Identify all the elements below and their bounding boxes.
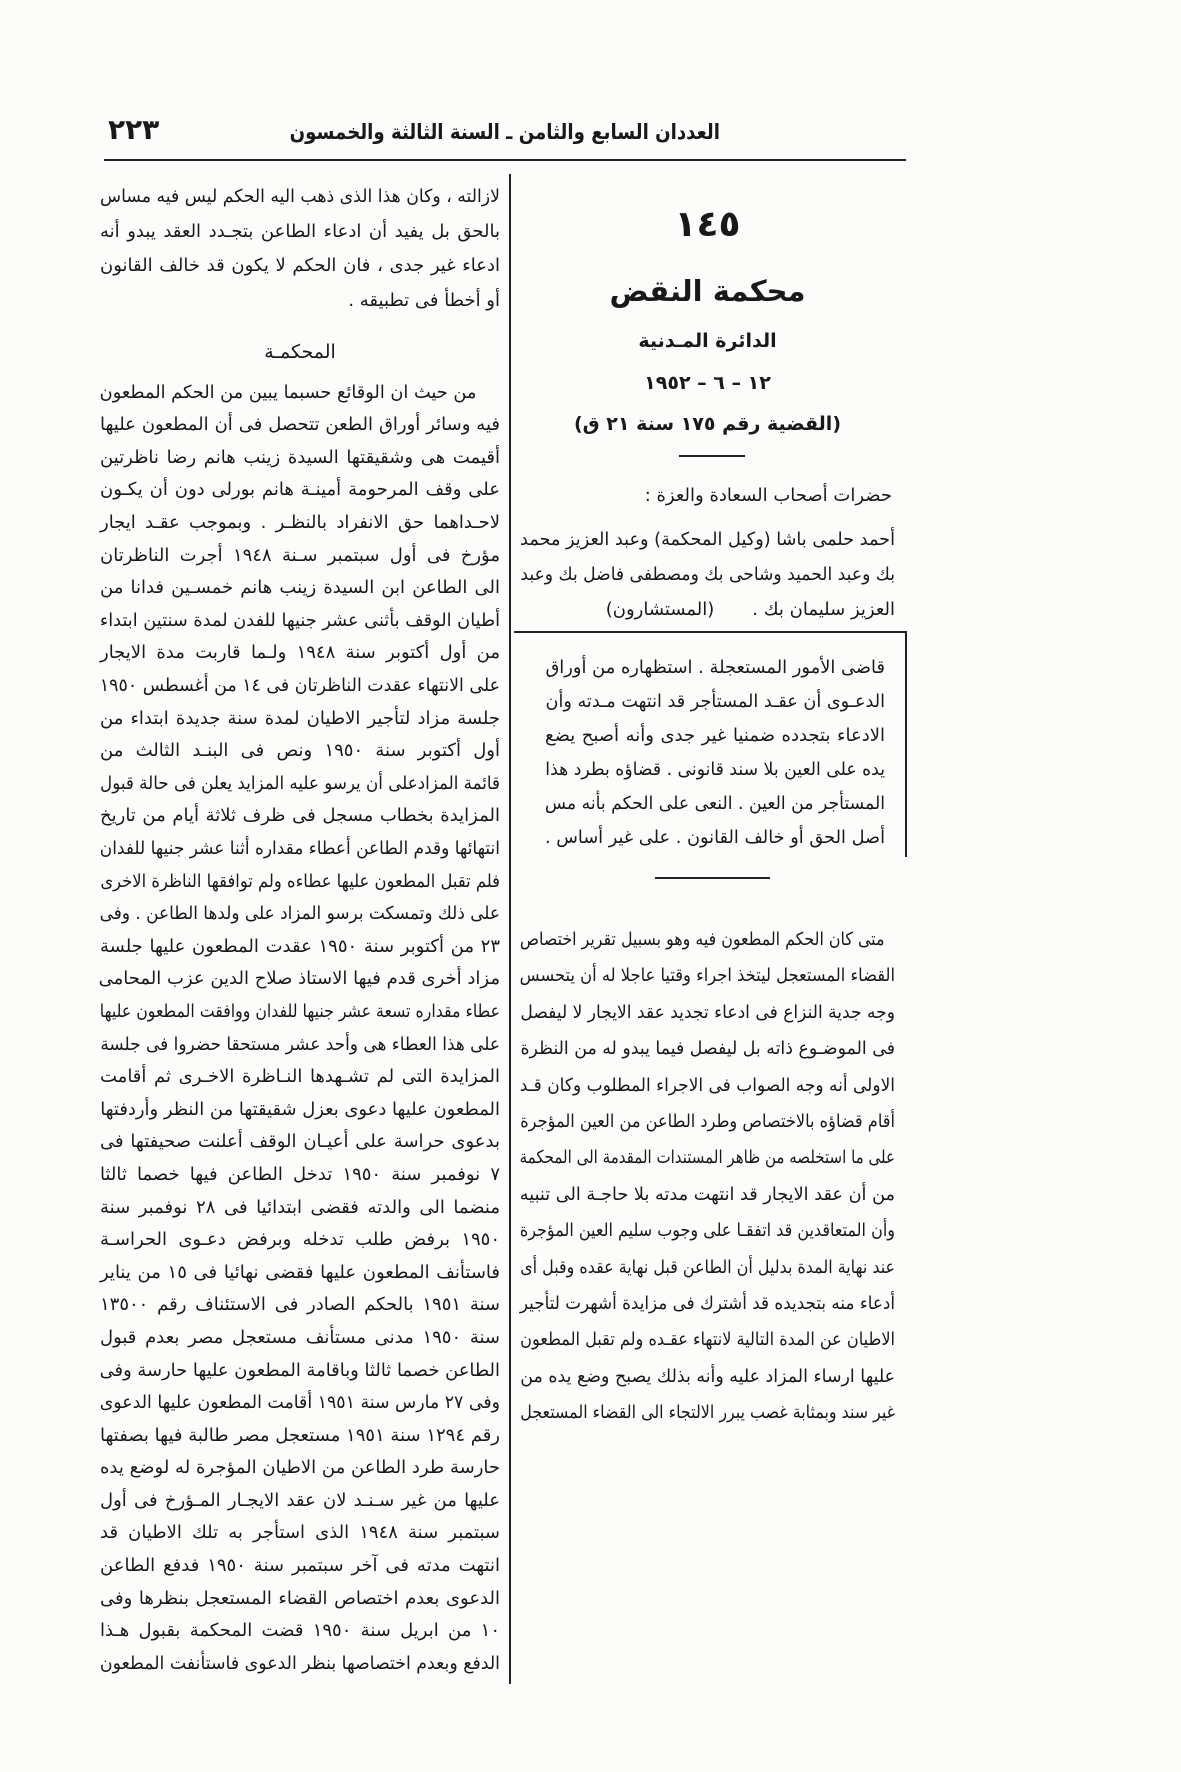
body-line: ٧ نوفمبر سنة ١٩٥٠ تدخل الطاعن فيها خصما ثالثا bbox=[100, 1163, 500, 1185]
principle-line: أدعاء منه بتجديده قد أشترك فى مزايدة أشهرت لتأجير bbox=[519, 1293, 895, 1315]
body-line: على وقف المرحومة أمينـة هانم بورلى دون أن يكـون bbox=[100, 479, 500, 501]
body-line: المزايدة بخطاب مسجل فى ظرف ثلاثة أيام من تاريخ bbox=[100, 805, 500, 827]
body-line: ادعاء غير جدى ، فان الحكم لا يكون قد خالف القانون bbox=[100, 255, 500, 276]
body-line: سنة ١٩٥١ بالحكم الصادر فى الاستئناف رقم ١٣٥٠٠ bbox=[100, 1294, 500, 1316]
body-line: ١٠ من ابريل سنة ١٩٥٠ قضت المحكمة بقبول هـذا bbox=[100, 1620, 501, 1642]
body-line: أول أكتوبر سنة ١٩٥٠ ونص فى البنـد الثالث من bbox=[100, 740, 500, 762]
body-line: سنة ١٩٥٠ مدنى مستأنف مستعجل مصر بعدم قبول bbox=[100, 1326, 500, 1348]
body-line: انتهت مدته فى آخر سبتمبر سنة ١٩٥٠ فدفع الطاعن bbox=[100, 1555, 500, 1577]
continued-paragraph bbox=[100, 180, 500, 318]
judges-line bbox=[520, 592, 895, 627]
body-line: ٢٣ من أكتوبر سنة ١٩٥٠ عقدت المطعون عليها جلسة bbox=[100, 935, 500, 957]
body-line: المزايدة التى لم تشـهدها النـاظرة الاخـرى ثم أقامت bbox=[100, 1066, 500, 1088]
summary-line: أصل الحق أو خالف القانون . على غير أساس . bbox=[544, 827, 885, 848]
judges-last-names: العزيز سليمان بك . bbox=[752, 599, 895, 620]
body-line: أقيمت هى وشقيقتها السيدة زينب هانم رضا ناظرتين bbox=[100, 446, 500, 468]
summary-line: المستأجر من العين . النعى على الحكم بأنه مس bbox=[544, 793, 885, 814]
principle-line: القضاء المستعجل ليتخذ اجراء وقتيا عاجلا له أن يتحسس bbox=[519, 965, 895, 987]
principle-line: وأن المتعاقدين قد اتفقـا على وجوب سليم العين المؤجرة bbox=[519, 1220, 895, 1242]
section-heading bbox=[100, 336, 500, 368]
body-line: جلسة مزاد لتأجير الاطيان لمدة سنة جديدة ابتداء من bbox=[100, 707, 500, 729]
body-line: بدعوى حراسة على أعيـان الوقف أعلنت صحيفتها فى bbox=[100, 1131, 500, 1153]
body-line: عليها من غير سـنـد لان عقد الايجـار المـؤرخ فى أول bbox=[100, 1489, 500, 1511]
principle-line: متى كان الحكم المطعون فيه وهو بسبيل تقرير اختصاص bbox=[519, 929, 885, 950]
judgment-body bbox=[100, 377, 500, 1681]
principle-line: من أن عقد الايجار قد انتهت مدته بلا حاجـة الى تنبيه bbox=[519, 1183, 895, 1205]
case-ref-rule bbox=[679, 455, 745, 457]
principle-line: عند نهاية المدة بدليل أن الطاعن قبل نهاية عقده وقبل أى bbox=[520, 1256, 895, 1278]
principle-line: غير سند وبمثابة غصب يبرر الالتجاء الى القضاء المستعجل bbox=[520, 1402, 895, 1424]
court-section-heading: المحكمـة bbox=[264, 341, 336, 363]
body-line: رقم ١٢٩٤ سنة ١٩٥١ مستعجل مصر طالبة فيها بصفتها bbox=[100, 1424, 501, 1446]
body-line: انتهائها وقدم الطاعن أعطاء مقداره أثنا عشر جنيها للفدان bbox=[99, 838, 500, 859]
body-line: من حيث ان الوقائع حسبما يبين من الحكم المطعون bbox=[99, 381, 477, 403]
header-rule bbox=[104, 159, 906, 161]
principle-line: على ما استخلصه من ظاهر المستندات المقدمة الى المحكمة bbox=[519, 1147, 895, 1169]
summary-line: الادعاء بتجدده ضمنيا غير جدى وأنه أصبح يضع bbox=[545, 725, 885, 746]
body-line: لاحـداهما حق الانفراد بالنظـر . وبموجب عقـد ايجار bbox=[100, 512, 500, 534]
principle-line: فى الموضـوع ذاته بل ليفصل فيما يبدو له من النظرة bbox=[520, 1038, 895, 1060]
body-line: الدفع وبعدم اختصاصها بنظر الدعوى فاستأنفت المطعون bbox=[99, 1652, 500, 1674]
body-line: لازالته ، وكان هذا الذى ذهب اليه الحكم ليس فيه مساس bbox=[100, 186, 500, 207]
column-divider bbox=[509, 174, 511, 1684]
body-line: حارسة طرد الطاعن من الاطيان المؤجرة له لوضع يده bbox=[100, 1457, 500, 1479]
body-line: قائمة المزادعلى أن يرسو عليه المزايد يعلن فى حالة قبول bbox=[100, 772, 501, 794]
judges-paragraph bbox=[520, 522, 895, 627]
summary-line: قاضى الأمور المستعجلة . استظهاره من أوراق bbox=[545, 657, 885, 678]
judges-line: بك وعبد الحميد وشاحى بك ومصطفى فاضل بك وعبد bbox=[520, 564, 895, 585]
body-line: على هذا العطاء هى وأحد عشر مستحقا حضروا فى جلسة bbox=[100, 1033, 500, 1055]
body-line: من أول أكتوبر سنة ١٩٤٨ ولـما قاربت مدة الايجار bbox=[100, 642, 500, 664]
summary-bracket-rule bbox=[905, 631, 907, 857]
body-line: عطاء مقداره تسعة عشر جنيها للفدان ووافقت المطعون عليها bbox=[99, 1000, 500, 1022]
body-line: الى الطاعن ابن السيدة زينب هانم خمسـين فدانا من bbox=[100, 577, 500, 599]
body-line: الدعوى بعدم اختصاص القضاء المستعجل بنظرها وفى bbox=[100, 1587, 500, 1609]
principle-line: عليها ارساء المزاد عليه وأنه بذلك يصبح وضع يده من bbox=[520, 1365, 895, 1387]
summary-rule bbox=[655, 877, 770, 879]
salutation bbox=[520, 479, 892, 513]
principle-line: أقام قضاؤه بالاختصاص وطرد الطاعن من العين المؤجرة bbox=[520, 1111, 895, 1133]
judges-role: (المستشارون) bbox=[605, 599, 715, 620]
body-line: بالحق بل يفيد أن ادعاء الطاعن بتجـدد العقد يبدو أنه bbox=[100, 220, 500, 242]
body-line: على الانتهاء عقدت الناظرتان فى ١٤ من أغسطس ١٩٥٠ bbox=[99, 675, 500, 697]
court-name: محكمة النقض bbox=[609, 274, 806, 308]
body-line: منضما الى والدته فقضى ابتدائيا فى ٢٨ نوفمبر سنة bbox=[100, 1196, 500, 1218]
page-number: ٢٢٣ bbox=[108, 113, 160, 146]
salutation-line: حضرات أصحاب السعادة والعزة : bbox=[644, 485, 892, 506]
judges-rule bbox=[514, 631, 906, 633]
body-line: مؤرخ فى أول سبتمبر سـنة ١٩٤٨ أجرت الناظرتان bbox=[100, 544, 500, 566]
body-line: على ذلك وتمسكت برسو المزاد على ولدها الطاعن . وفى bbox=[99, 903, 500, 925]
body-line: مزاد أخرى قدم فيها الاستاذ صلاح الدين عزب المحامى bbox=[98, 968, 500, 990]
body-line: فلم تقبل المطعون عليها عطاءه ولم توافقها الناظرة الاخرى bbox=[100, 870, 501, 892]
running-header-title: العددان السابع والثامن ـ السنة الثالثة والخمسون bbox=[289, 120, 720, 144]
body-line: سبتمبر سنة ١٩٤٨ الذى استأجر به تلك الاطيان قد bbox=[100, 1522, 500, 1544]
body-line: وفى ٢٧ مارس سنة ١٩٥١ أقامت المطعون عليها الدعوى bbox=[99, 1392, 500, 1414]
body-line: المطعون عليها دعوى بعزل شقيقتها من النظر وأردفتها bbox=[100, 1098, 501, 1120]
court-circuit: الدائرة المـدنية bbox=[638, 330, 777, 352]
judges-line: أحمد حلمى باشا (وكيل المحكمة) وعبد العزيز محمد bbox=[520, 529, 895, 550]
judgment-date: ١٢ – ٦ – ١٩٥٢ bbox=[644, 372, 771, 394]
body-line: أو أخطأ فى تطبيقه . bbox=[348, 289, 500, 311]
case-number: ١٤٥ bbox=[674, 204, 741, 245]
principle-line: الاولى أنه وجه الصواب فى الاجراء المطلوب وكان قـد bbox=[519, 1074, 895, 1096]
body-line: فيه وسائر أوراق الطعن تتحصل فى أن المطعون عليها bbox=[100, 414, 500, 436]
body-line: ١٩٥٠ برفض طلب تدخله وبرفض دعـوى الحراسـة bbox=[100, 1229, 500, 1251]
body-line: الطاعن خصما ثالثا وباقامة المطعون عليها حارسة وفى bbox=[99, 1359, 501, 1381]
principle-line: الاطيان عن المدة التالية لانتهاء عقـده ولم تقبل المطعون bbox=[520, 1329, 895, 1351]
headnote-summary bbox=[545, 651, 885, 855]
case-reference: (القضية رقم ١٧٥ سنة ٢١ ق) bbox=[573, 413, 841, 435]
body-line: أطيان الوقف بأثنى عشر جنيها للفدن لمدة سنتين ابتداء bbox=[99, 609, 500, 631]
legal-principle bbox=[520, 922, 895, 1432]
body-line: فاستأنف المطعون عليها فقضى نهائيا فى ١٥ من يناير bbox=[100, 1261, 501, 1283]
summary-line: يده على العين بلا سند قانونى . قضاؤه بطرد هذا bbox=[545, 759, 885, 780]
summary-line: الدعـوى أن عقـد المستأجر قد انتهت مـدته وأن bbox=[545, 691, 885, 712]
principle-line: وجه جدية النزاع فى ادعاء تجديد عقد الايجار لا ليفصل bbox=[520, 1001, 895, 1023]
